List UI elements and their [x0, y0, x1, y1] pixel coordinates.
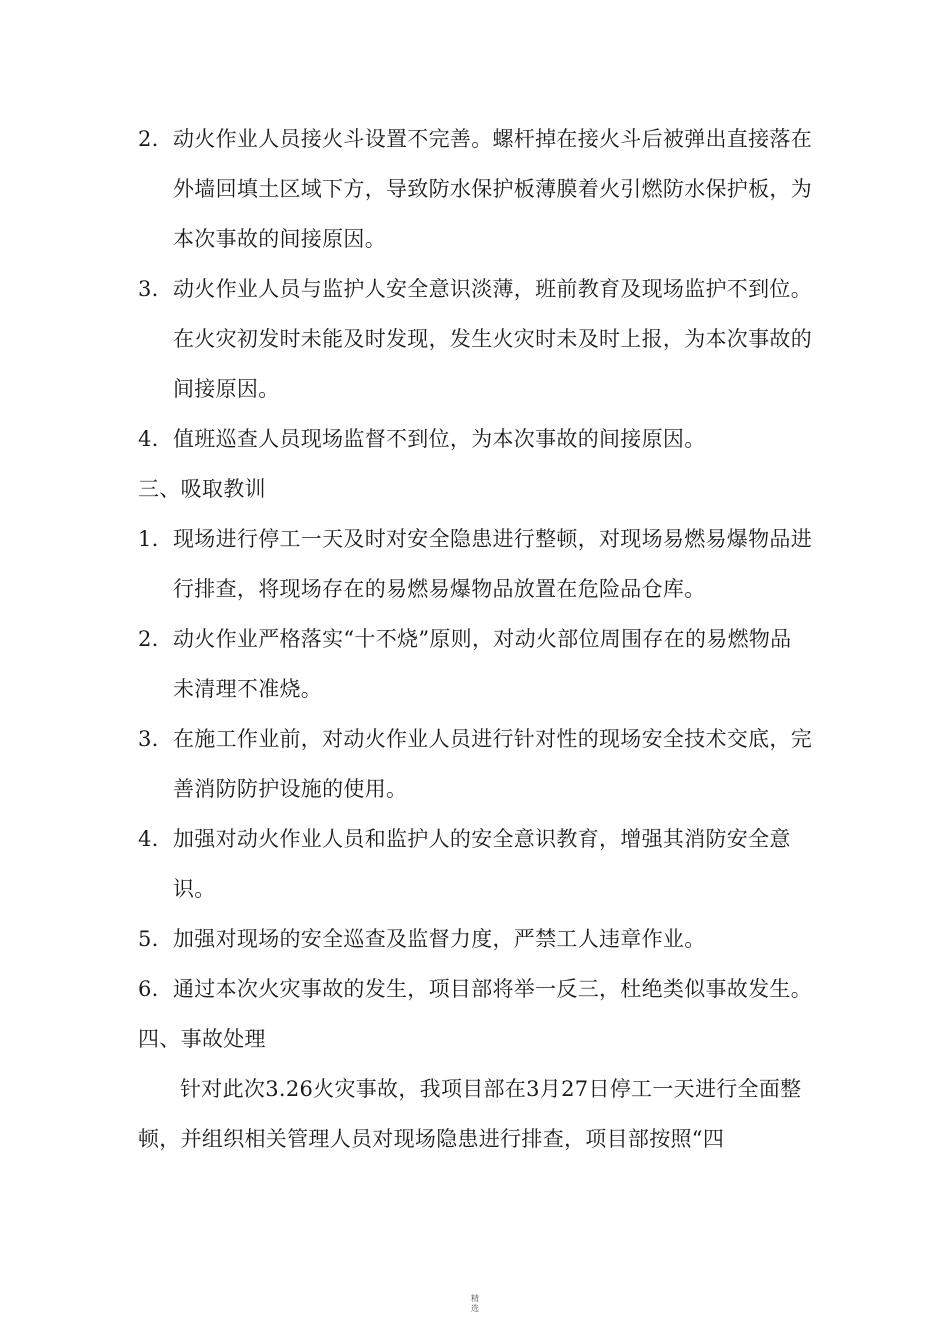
- footer-line-2: 选: [471, 1304, 479, 1313]
- section-heading-lessons: 三、吸取教训: [138, 477, 266, 501]
- document-body: [138, 114, 812, 1164]
- list-item-text: 通过本次火灾事故的发生，项目部将举一反三，杜绝类似事故发生。: [173, 977, 812, 1001]
- list-item-text: 动火作业人员与监护人安全意识淡薄，班前教育及现场监护不到位。在火灾初发时未能及时发现，发生火灾时未及时上报，为本次事故的间接原因。: [173, 277, 812, 401]
- list-item-text: 现场进行停工一天及时对安全隐患进行整顿，对现场易燃易爆物品进行排查，将现场存在的易燃易爆物品放置在危险品仓库。: [173, 527, 812, 601]
- list-item: [138, 414, 812, 464]
- list-item-number: 6.: [138, 977, 159, 1001]
- list-item-text: 值班巡查人员现场监督不到位，为本次事故的间接原因。: [173, 427, 706, 451]
- list-item-number: 5.: [138, 927, 159, 951]
- list-item-number: 4.: [138, 427, 159, 451]
- section-heading-handling: 四、事故处理: [138, 1027, 266, 1051]
- footer-line-1: 精: [471, 1294, 479, 1303]
- list-item-text: 在施工作业前，对动火作业人员进行针对性的现场安全技术交底，完善消防防护设施的使用。: [173, 727, 812, 801]
- list-item-number: 1.: [138, 527, 159, 551]
- body-paragraph: 针对此次3.26火灾事故，我项目部在3月27日停工一天进行全面整顿，并组织相关管理人员对现场隐患进行排查，项目部按照“四: [138, 1077, 802, 1151]
- list-item-text: 动火作业严格落实“十不烧”原则，对动火部位周围存在的易燃物品未清理不准烧。: [173, 627, 792, 701]
- list-item: [138, 614, 812, 714]
- list-item-number: 3.: [138, 277, 159, 301]
- list-item: [138, 114, 812, 264]
- list-item: [138, 814, 812, 914]
- list-item-number: 4.: [138, 827, 159, 851]
- list-item: [138, 714, 812, 814]
- list-item-number: 2.: [138, 627, 159, 651]
- list-item-number: 3.: [138, 727, 159, 751]
- list-item: [138, 514, 812, 614]
- list-item: [138, 964, 812, 1014]
- list-item: [138, 264, 812, 414]
- list-item-text: 动火作业人员接火斗设置不完善。螺杆掉在接火斗后被弹出直接落在外墙回填土区域下方，导致防水保护板薄膜着火引燃防水保护板，为本次事故的间接原因。: [173, 127, 812, 251]
- page-footer-mark: [0, 1294, 950, 1314]
- list-item-text: 加强对现场的安全巡查及监督力度，严禁工人违章作业。: [173, 927, 706, 951]
- list-item-text: 加强对动火作业人员和监护人的安全意识教育，增强其消防安全意识。: [173, 827, 791, 901]
- list-item-number: 2.: [138, 127, 159, 151]
- list-item: [138, 914, 812, 964]
